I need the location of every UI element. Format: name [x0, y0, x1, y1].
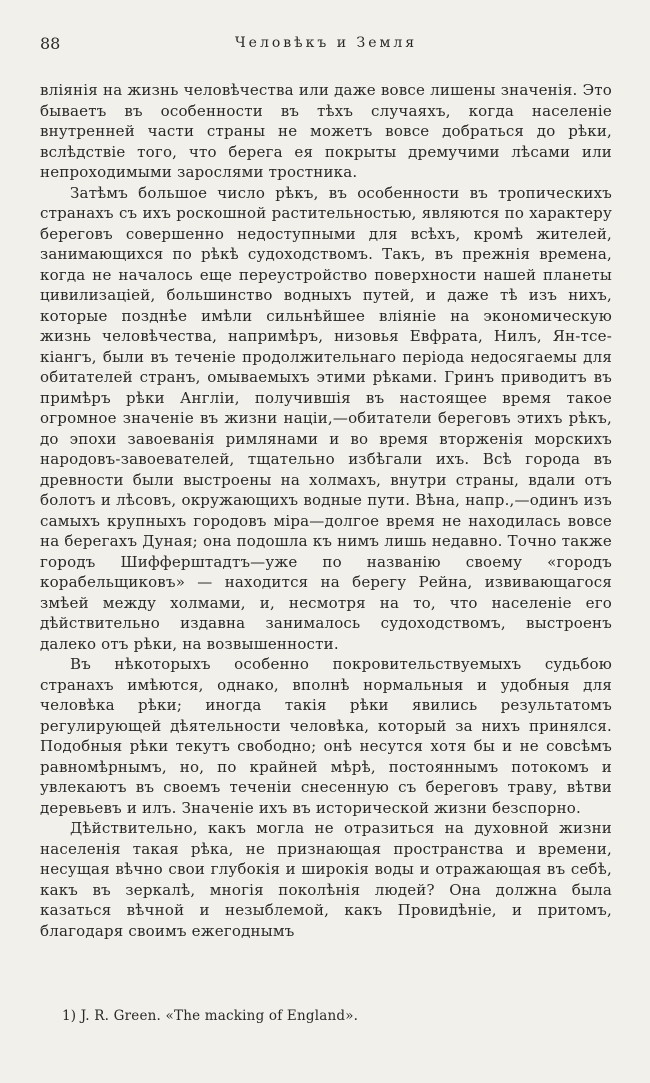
paragraph: Затѣмъ большое число рѣкъ, въ особенности въ тропическихъ странахъ съ ихъ роскошной растительностью, являются по характеру береговъ совершенно недоступными для всѣхъ, кромѣ жителей, занимающихся по рѣкѣ судоходствомъ. Такъ, въ прежнія времена, когда не началось еще переустройство поверхности нашей планеты цивилизаціей, большинство водныхъ путей, и даже тѣ изъ нихъ, которые позднѣе имѣли сильнѣйшее вліяніе на экономическую жизнь человѣчества, напримѣръ, низовья Евфрата, Нилъ, Ян-тсе-кіангъ, были въ теченіе продолжительнаго періода недосягаемы для обитателей странъ, омываемыхъ этими рѣками. Гринъ приводитъ въ примѣръ рѣки Англіи, получившія въ настоящее время такое огромное значеніе въ жизни націи,—обитатели береговъ этихъ рѣкъ, до эпохи завоеванія римлянами и во время вторженія морскихъ народовъ-завоевателей, тщательно избѣгали ихъ. Всѣ города въ древности были выстроены на холмахъ, внутри страны, вдали отъ болотъ и лѣсовъ, окружающихъ водные пути. Вѣна, напр.,—одинъ изъ самыхъ крупныхъ городовъ міра—долгое время не находилась вовсе на берегахъ Дуная; она подошла къ нимъ лишь недавно. Точно также городъ Шифферштадтъ—уже по названію своему «городъ корабельщиковъ» — находится на берегу Рейна, извивающагося змѣей между холмами, и, несмотря на то, что населеніе его дѣйствительно издавна занималось судоходствомъ, выстроенъ далеко отъ рѣки, на возвышенности. [40, 183, 612, 653]
paragraph: Въ нѣкоторыхъ особенно покровительствуемыхъ судьбою странахъ имѣются, однако, вполнѣ нормальныя и удобныя для человѣка рѣки; иногда такія рѣки явились результатомъ регулирующей дѣятельности человѣка, который за нихъ принялся. Подобныя рѣки текутъ свободно; онѣ несутся хотя бы и не совсѣмъ равномѣрнымъ, но, по крайней мѣрѣ, постояннымъ потокомъ и увлекаютъ въ своемъ теченіи снесенную съ береговъ траву, вѣтви деревьевъ и илъ. Значеніе ихъ въ исторической жизни безспорно. [40, 655, 612, 817]
running-header-title: Человѣкъ и Земля [234, 35, 418, 51]
paragraph: вліянія на жизнь человѣчества или даже вовсе лишены значенія. Это бываетъ въ особенности въ тѣхъ случаяхъ, когда населеніе внутренней части страны не можетъ вовсе добраться до рѣки, вслѣдствіе того, что берега ея покрыты дремучими лѣсами или непроходимыми зарослями тростника. [40, 81, 612, 181]
running-header [40, 34, 612, 60]
paragraph: Дѣйствительно, какъ могла не отразиться на духовной жизни населенія такая рѣка, не признающая пространства и времени, несущая вѣчно свои глубокія и широкія воды и отражающая въ себѣ, какъ въ зеркалѣ, многія поколѣнія людей? Она должна была казаться вѣчной и незыблемой, какъ Провидѣніе, и притомъ, благодаря своимъ ежегоднымъ [40, 819, 612, 940]
page-number: 88 [40, 34, 61, 53]
footnote: 1) J. R. Green. «The macking of England». [62, 1008, 359, 1024]
body-text [40, 80, 612, 941]
